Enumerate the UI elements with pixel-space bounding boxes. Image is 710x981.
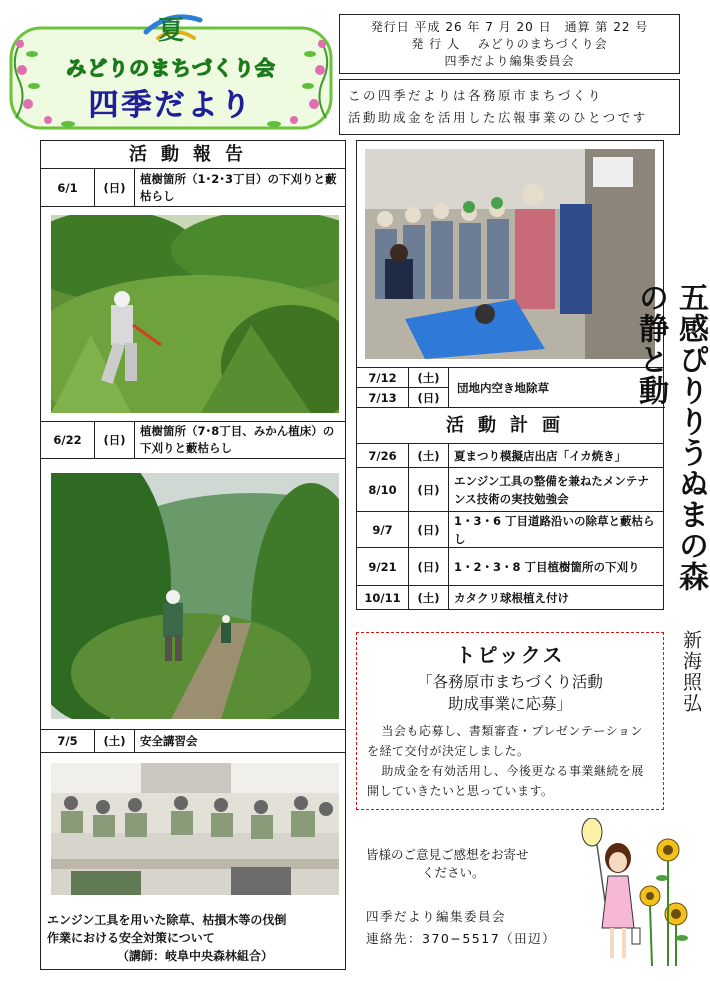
seminar-caption-line1: エンジン工具を用いた除草、枯損木等の伐倒 xyxy=(47,913,287,927)
safety-seminar-photo xyxy=(51,763,339,895)
committee-name: 四季だより編集委員会 xyxy=(366,909,507,924)
funding-note-box xyxy=(339,79,680,135)
activity-plan-table xyxy=(356,368,664,610)
plan-day: (土) xyxy=(409,444,449,467)
extra-date-row xyxy=(357,388,449,408)
topics-paragraph: 助成金を有効活用し、今後更なる事業継続を展開していきたいと思っています。 xyxy=(367,764,644,798)
issue-date-line: 発行日 平成 26 年 7 月 20 日 通算 第 22 号 xyxy=(370,20,649,34)
plan-text: エンジン工具の整備を兼ねたメンテナンス技術の実技勉強会 xyxy=(454,473,649,506)
contact-number: 連絡先：370−5517（田辺） xyxy=(366,931,557,946)
plan-row xyxy=(357,586,663,610)
plan-day: (日) xyxy=(409,548,449,585)
report-date: 7/5 xyxy=(41,730,95,752)
topics-headline-line2: 助成事業に応募」 xyxy=(447,695,572,713)
report-day: (土) xyxy=(95,730,135,752)
plan-date: 9/7 xyxy=(357,512,409,547)
feedback-request xyxy=(366,846,586,882)
plan-text: 1・3・6 丁目道路沿いの除草と藪枯らし xyxy=(454,513,655,546)
seminar-lecturer: （講師：岐阜中央森林組合） xyxy=(116,949,273,963)
plan-row xyxy=(357,512,663,548)
report-text: 植樹箇所（1･2･3丁目）の下刈りと藪枯らし xyxy=(140,171,337,203)
extra-activity-text: 団地内空き地除草 xyxy=(449,368,665,408)
plan-row xyxy=(357,548,663,586)
report-text: 安全講習会 xyxy=(140,733,198,748)
seminar-caption-line2: 作業における安全対策について xyxy=(47,931,215,945)
report-row xyxy=(41,169,345,207)
contact-block xyxy=(366,906,586,950)
plan-date: 7/26 xyxy=(357,444,409,467)
seminar-caption xyxy=(47,911,343,965)
plan-text: カタクリ球根植え付け xyxy=(454,591,569,605)
plan-day: (日) xyxy=(409,512,449,547)
report-date: 6/1 xyxy=(41,169,95,206)
activity-report-column xyxy=(40,140,346,970)
plan-day: (土) xyxy=(409,586,449,610)
extra-day: (土) xyxy=(409,368,449,387)
funding-note-line2: 活動助成金を活用した広報事業のひとつです xyxy=(348,110,648,125)
haiku-calligraphy: 五感ぴりりうぬまの森の静と動 xyxy=(633,282,708,592)
plan-date: 10/11 xyxy=(357,586,409,610)
plan-text: 夏まつり模擬店出店「イカ焼き」 xyxy=(454,448,627,463)
report-row xyxy=(41,421,345,459)
topics-headline-line1: 「各務原市まちづくり活動 xyxy=(417,673,603,691)
feedback-line2: ください。 xyxy=(422,865,485,880)
extra-date: 7/12 xyxy=(357,368,409,387)
plan-row xyxy=(357,444,663,468)
topics-box xyxy=(356,632,664,810)
topics-paragraph: 当会も応募し、書類審査・プレゼンテーションを経て交付が決定しました。 xyxy=(367,724,643,758)
workshop-photo-frame xyxy=(356,140,664,368)
mowing-photo-2 xyxy=(51,473,339,719)
extra-day: (日) xyxy=(409,388,449,407)
report-text: 植樹箇所（7･8丁目、みかん植床）の下刈りと藪枯らし xyxy=(140,424,335,455)
funding-note-line1: この四季だよりは各務原市まちづくり xyxy=(348,88,603,103)
report-row xyxy=(41,729,345,753)
season-kanji: 夏 xyxy=(157,16,184,46)
extra-date: 7/13 xyxy=(357,388,409,407)
report-date: 6/22 xyxy=(41,422,95,458)
girl-sunflower-illustration xyxy=(572,818,698,968)
issue-info-box xyxy=(339,14,680,74)
mowing-photo-1 xyxy=(51,215,339,413)
report-day: (日) xyxy=(95,169,135,206)
report-day: (日) xyxy=(95,422,135,458)
extra-date-row xyxy=(357,368,449,388)
topics-body xyxy=(367,721,653,801)
feedback-line1: 皆様のご意見ご感想をお寄せ xyxy=(366,847,529,862)
plan-row xyxy=(357,468,663,512)
plan-text: 1・2・3・8 丁目植樹箇所の下刈り xyxy=(454,559,640,574)
haiku-author: 新海照弘 xyxy=(680,630,702,714)
plan-date: 9/21 xyxy=(357,548,409,585)
editor-line: 四季だより編集委員会 xyxy=(444,54,575,68)
plan-heading: 活動計画 xyxy=(357,408,663,444)
topics-headline xyxy=(367,671,653,715)
publisher-line: 発 行 人 みどりのまちづくり会 xyxy=(411,37,608,51)
engine-tool-workshop-photo xyxy=(365,149,655,359)
plan-date: 8/10 xyxy=(357,468,409,511)
organization-name: みどりのまちづくり会 xyxy=(66,56,276,80)
newsletter-title: 四季だより xyxy=(88,88,254,123)
topics-title: トピックス xyxy=(455,643,565,667)
plan-day: (日) xyxy=(409,468,449,511)
report-heading: 活動報告 xyxy=(41,141,345,169)
masthead xyxy=(8,8,334,132)
